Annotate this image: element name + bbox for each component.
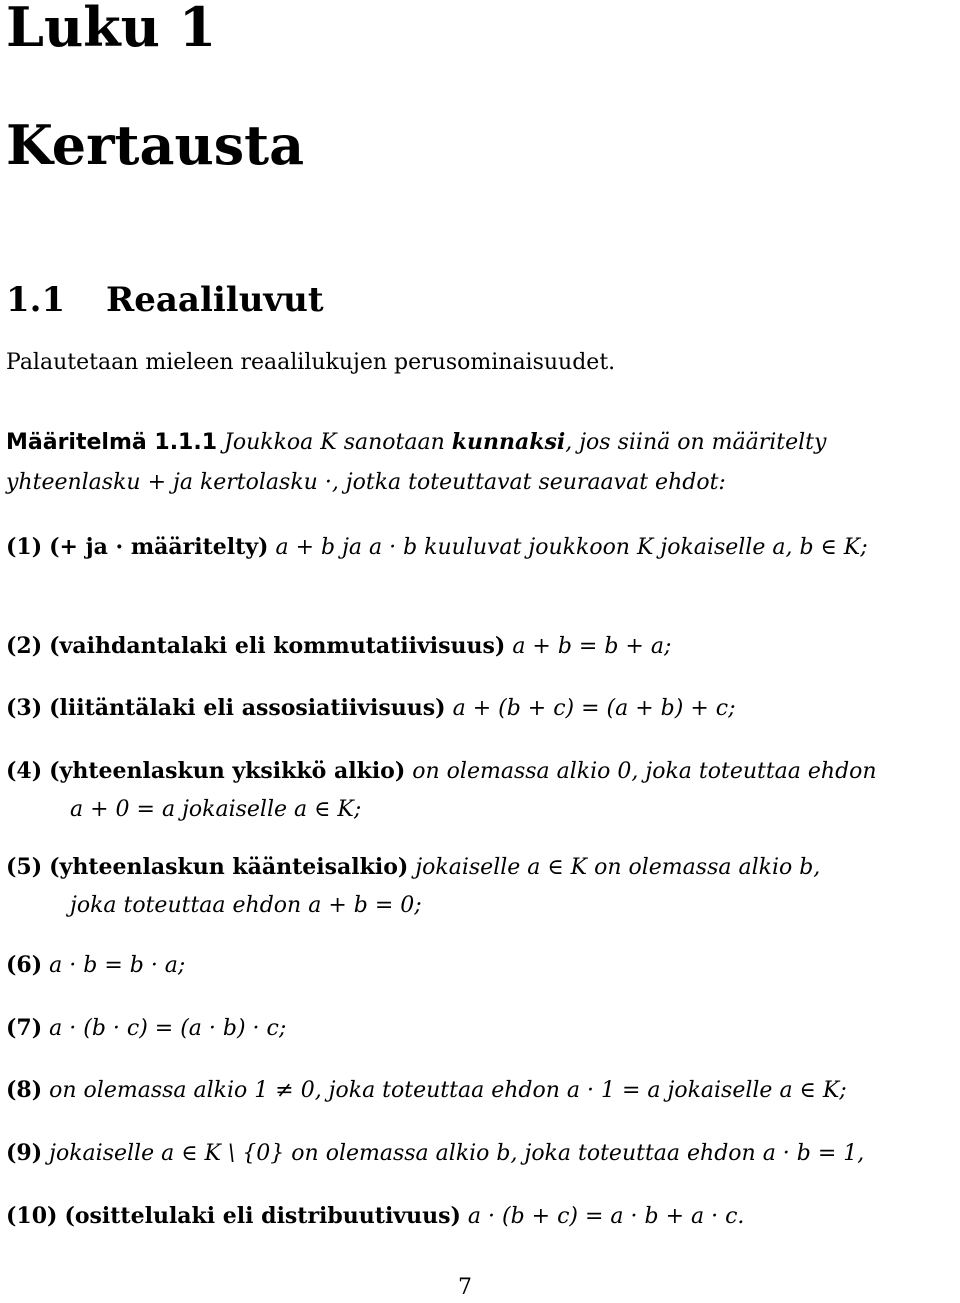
axiom-body: jokaiselle a ∈ K on olemassa alkio b, <box>415 855 821 880</box>
axiom-body-continued: joka toteuttaa ehdon a + b = 0; <box>70 893 422 918</box>
definition-term: kunnaksi <box>451 429 566 455</box>
intro-paragraph: Palautetaan mieleen reaalilukujen perusominaisuudet. <box>6 350 616 375</box>
axiom-body: a + b = b + a; <box>512 634 672 659</box>
axiom-name: (vaihdantalaki eli kommutatiivisuus) <box>49 633 506 659</box>
axiom-1 <box>6 528 958 567</box>
axiom-8 <box>6 1071 958 1110</box>
axiom-name: (liitäntälaki eli assosiatiivisuus) <box>49 695 446 721</box>
definition-label: Määritelmä 1.1.1 <box>6 430 218 455</box>
page-number: 7 <box>458 1275 472 1300</box>
axiom-body: a · (b · c) = (a · b) · c; <box>49 1016 287 1041</box>
axiom-number: (8) <box>6 1077 43 1103</box>
axiom-body: a + b ja a · b kuuluvat joukkoon K jokaiselle a, b ∈ K; <box>275 535 868 560</box>
axiom-number: (6) <box>6 952 43 978</box>
axiom-3 <box>6 689 958 728</box>
axiom-body: jokaiselle a ∈ K \ {0} on olemassa alkio b, joka toteuttaa ehdon a · b = 1, <box>49 1141 865 1166</box>
axiom-number: (1) <box>6 534 43 560</box>
definition-block <box>6 422 956 503</box>
axiom-number: (2) <box>6 633 43 659</box>
axiom-5 <box>6 848 958 925</box>
axiom-number: (10) <box>6 1203 58 1229</box>
axiom-number: (5) <box>6 854 43 880</box>
axiom-number: (3) <box>6 695 43 721</box>
axiom-10 <box>6 1197 958 1236</box>
axiom-body-continued: a + 0 = a jokaiselle a ∈ K; <box>70 797 362 822</box>
axiom-9 <box>6 1134 958 1173</box>
axiom-7 <box>6 1009 958 1048</box>
axiom-name: (yhteenlaskun käänteisalkio) <box>49 854 409 880</box>
axiom-body: a · b = b · a; <box>49 953 186 978</box>
section-number: 1.1 <box>6 280 66 320</box>
axiom-number: (4) <box>6 758 43 784</box>
axiom-number: (9) <box>6 1140 43 1166</box>
axiom-number: (7) <box>6 1015 43 1041</box>
section-title: Reaaliluvut <box>106 280 324 320</box>
axiom-body: on olemassa alkio 1 ≠ 0, joka toteuttaa ehdon a · 1 = a jokaiselle a ∈ K; <box>49 1078 847 1103</box>
axiom-body: a + (b + c) = (a + b) + c; <box>452 696 736 721</box>
axiom-4 <box>6 752 958 829</box>
axiom-name: (+ ja · määritelty) <box>49 534 269 560</box>
axiom-body: on olemassa alkio 0, joka toteuttaa ehdon <box>412 759 877 784</box>
chapter-label: Luku 1 <box>6 0 217 59</box>
axiom-6 <box>6 946 958 985</box>
axiom-name: (osittelulaki eli distribuutivuus) <box>64 1203 461 1229</box>
section-heading <box>6 280 324 320</box>
axiom-2 <box>6 627 958 666</box>
axiom-body: a · (b + c) = a · b + a · c. <box>467 1204 745 1229</box>
chapter-title: Kertausta <box>6 113 305 177</box>
axiom-name: (yhteenlaskun yksikkö alkio) <box>49 758 406 784</box>
definition-text-before: Joukkoa K sanotaan <box>224 430 452 455</box>
definition-text-after: , jos siinä on määritelty yhteenlasku + ja kertolasku ·, jotka toteuttavat seuraavat ehdot: <box>6 430 827 495</box>
